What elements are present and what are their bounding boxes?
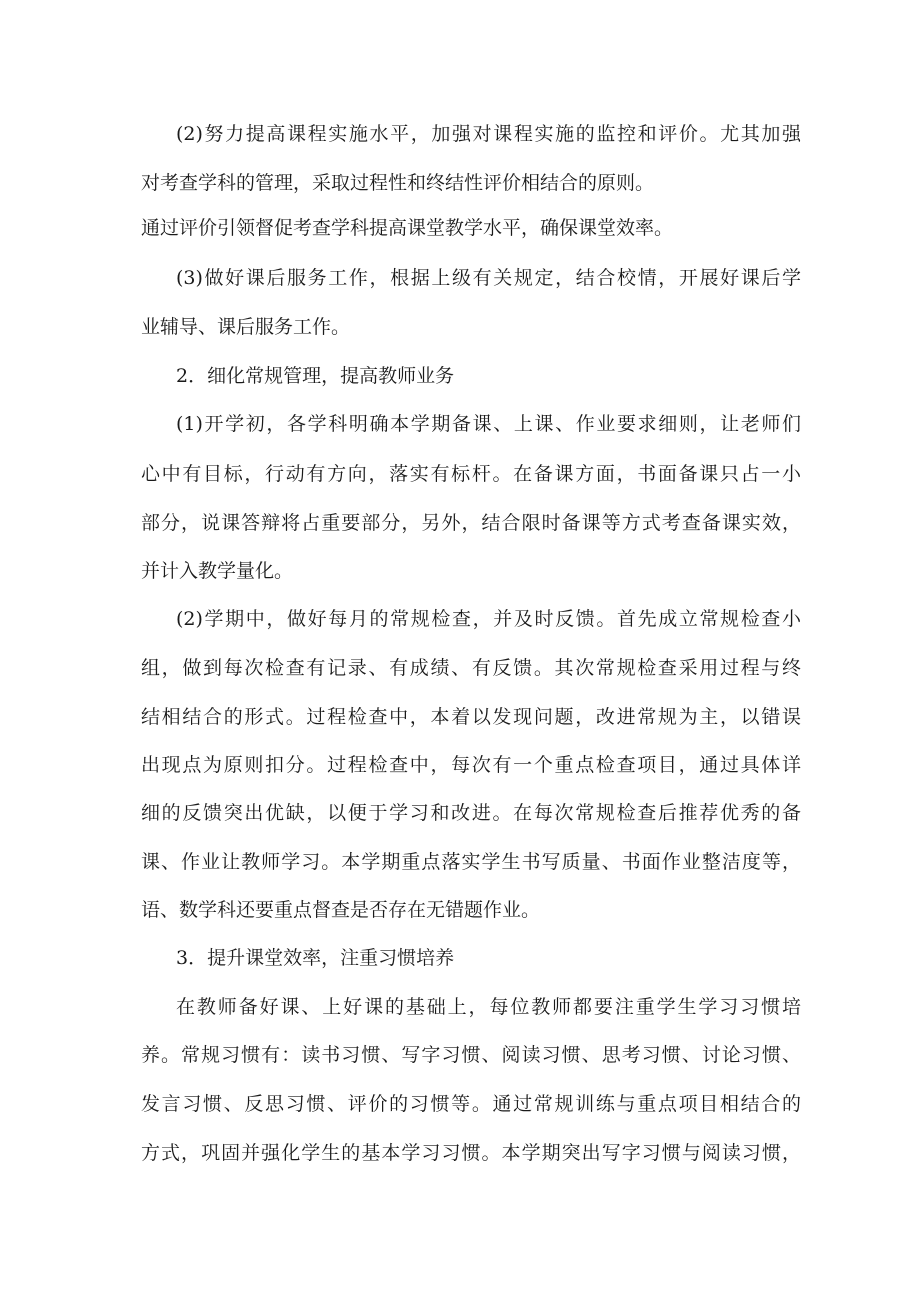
paragraph-mid-term-line-6: 课、作业让教师学习。本学期重点落实学生书写质量、书面作业整洁度等，	[141, 851, 801, 873]
paragraph-term-start-line-1: (1)开学初，各学科明确本学期备课、上课、作业要求细则，让老师们	[176, 413, 801, 435]
paragraph-mid-term-line-4: 出现点为原则扣分。过程检查中，每次有一个重点检查项目，通过具体详	[141, 754, 801, 776]
paragraph-term-start-line-2: 心中有目标，行动有方向，落实有标杆。在备课方面，书面备课只占一小	[141, 463, 801, 485]
paragraph-after-school-line-1: (3)做好课后服务工作，根据上级有关规定，结合校情，开展好课后学	[176, 267, 801, 289]
paragraph-habits-line-2: 养。常规习惯有：读书习惯、写字习惯、阅读习惯、思考习惯、讨论习惯、	[141, 1044, 801, 1066]
paragraph-term-start-line-3: 部分，说课答辩将占重要部分，另外，结合限时备课等方式考查备课实效，	[141, 512, 801, 534]
paragraph-mid-term-line-7: 语、数学科还要重点督查是否存在无错题作业。	[141, 899, 541, 921]
paragraph-habits-line-1: 在教师备好课、上好课的基础上，每位教师都要注重学生学习习惯培	[176, 996, 801, 1018]
paragraph-term-start-line-4: 并计入教学量化。	[141, 560, 294, 582]
section-heading-2: 2．细化常规管理，提高教师业务	[176, 365, 455, 387]
paragraph-habits-line-4: 方式，巩固并强化学生的基本学习习惯。本学期突出写字习惯与阅读习惯，	[141, 1142, 801, 1164]
paragraph-habits-line-3: 发言习惯、反思习惯、评价的习惯等。通过常规训练与重点项目相结合的	[141, 1093, 801, 1115]
paragraph-course-implementation-line-3: 通过评价引领督促考查学科提高课堂教学水平，确保课堂效率。	[141, 217, 674, 239]
paragraph-course-implementation-line-2: 对考查学科的管理，采取过程性和终结性评价相结合的原则。	[141, 172, 655, 194]
paragraph-mid-term-line-3: 结相结合的形式。过程检查中，本着以发现问题，改进常规为主，以错误	[141, 706, 801, 728]
paragraph-mid-term-line-2: 组，做到每次检查有记录、有成绩、有反馈。其次常规检查采用过程与终	[141, 657, 801, 679]
paragraph-after-school-line-2: 业辅导、课后服务工作。	[141, 316, 351, 338]
paragraph-mid-term-line-5: 细的反馈突出优缺，以便于学习和改进。在每次常规检查后推荐优秀的备	[141, 802, 801, 824]
paragraph-course-implementation-line-1: (2)努力提高课程实施水平，加强对课程实施的监控和评价。尤其加强	[176, 123, 801, 145]
paragraph-mid-term-line-1: (2)学期中，做好每月的常规检查，并及时反馈。首先成立常规检查小	[176, 608, 801, 630]
section-heading-3: 3．提升课堂效率，注重习惯培养	[176, 947, 455, 969]
